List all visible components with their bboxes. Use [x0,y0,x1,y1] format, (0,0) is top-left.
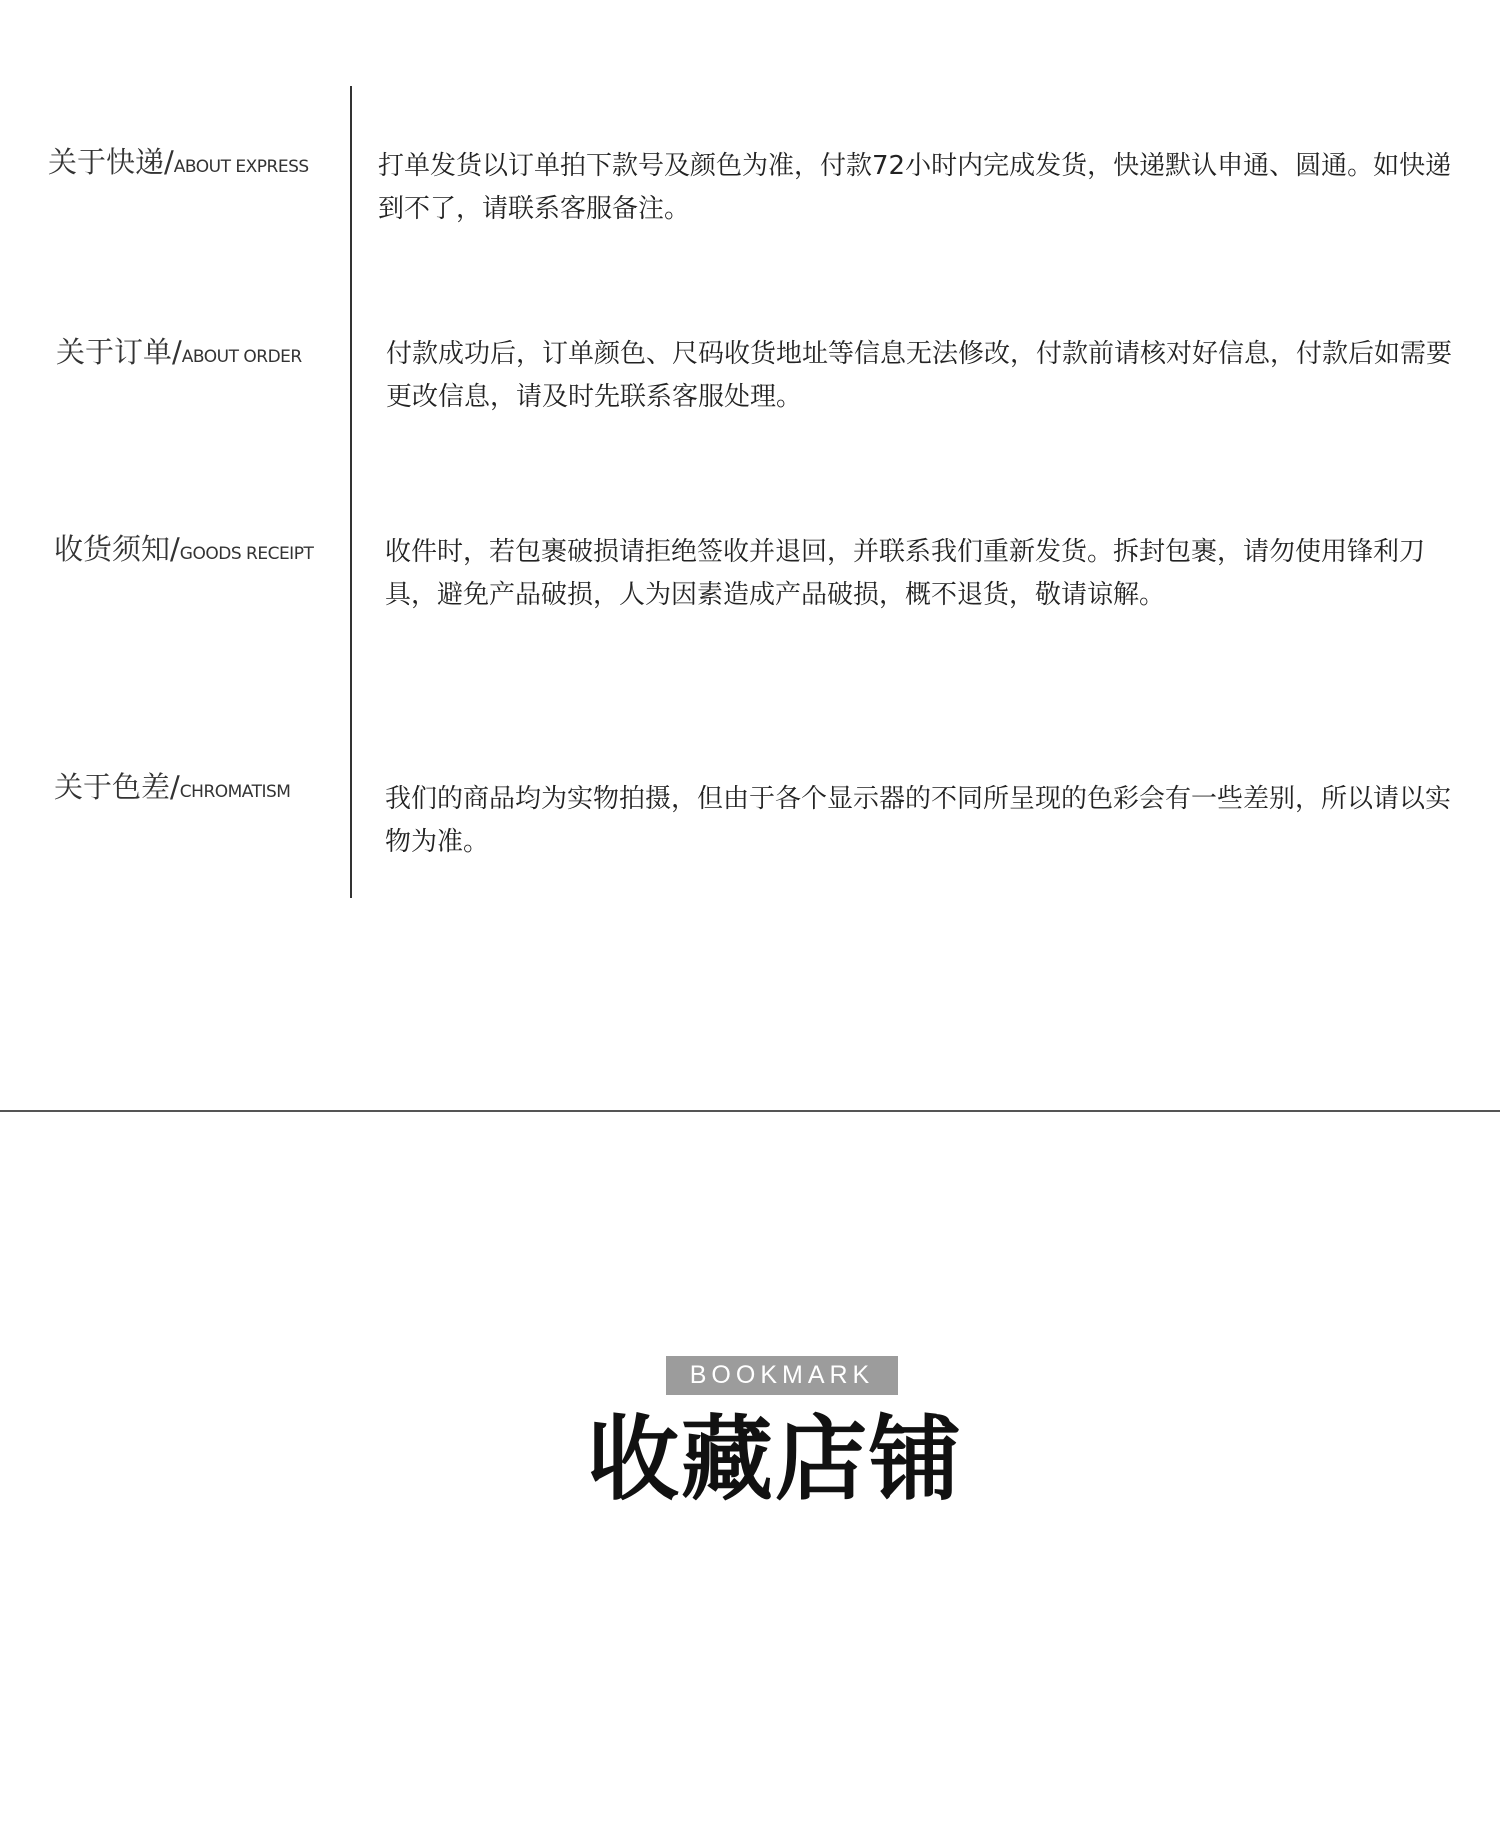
notice-label-chromatism [54,765,362,806]
label-separator: / [170,532,180,566]
notice-label-cn: 收货须知 [54,532,171,566]
label-separator: / [172,335,182,369]
notice-label-cn: 关于快递 [48,145,165,179]
section-divider [0,1110,1500,1112]
notice-text-receipt: 收件时，若包裹破损请拒绝签收并退回，并联系我们重新发货。拆封包裹，请勿使用锋利刀具，避免产品破损，人为因素造成产品破损，概不退货，敬请谅解。 [385,537,1426,610]
label-separator: / [170,770,180,804]
notice-label-cn: 关于色差 [54,770,171,804]
label-separator: / [164,145,174,179]
notice-label-en: ABOUT EXPRESS [173,157,309,177]
notice-label-en: CHROMATISM [179,782,291,802]
notice-label-cn: 关于订单 [56,335,173,369]
bookmark-title[interactable]: 收藏店铺 [586,1406,963,1513]
notice-label-receipt [54,527,362,568]
notice-label-express [48,140,356,181]
notice-text-express: 打单发货以订单拍下款号及颜色为准，付款72小时内完成发货，快递默认申通、圆通。如快递到不了，请联系客服备注。 [378,151,1452,224]
notice-label-en: GOODS RECEIPT [179,544,314,564]
notice-text-order: 付款成功后，订单颜色、尺码收货地址等信息无法修改，付款前请核对好信息，付款后如需要更改信息，请及时先联系客服处理。 [386,339,1453,412]
bookmark-badge[interactable]: BOOKMARK [666,1356,898,1395]
notice-label-order [56,330,364,371]
notice-label-en: ABOUT ORDER [181,347,302,367]
notice-text-chromatism: 我们的商品均为实物拍摄，但由于各个显示器的不同所呈现的色彩会有一些差别，所以请以实物为准。 [385,784,1452,857]
